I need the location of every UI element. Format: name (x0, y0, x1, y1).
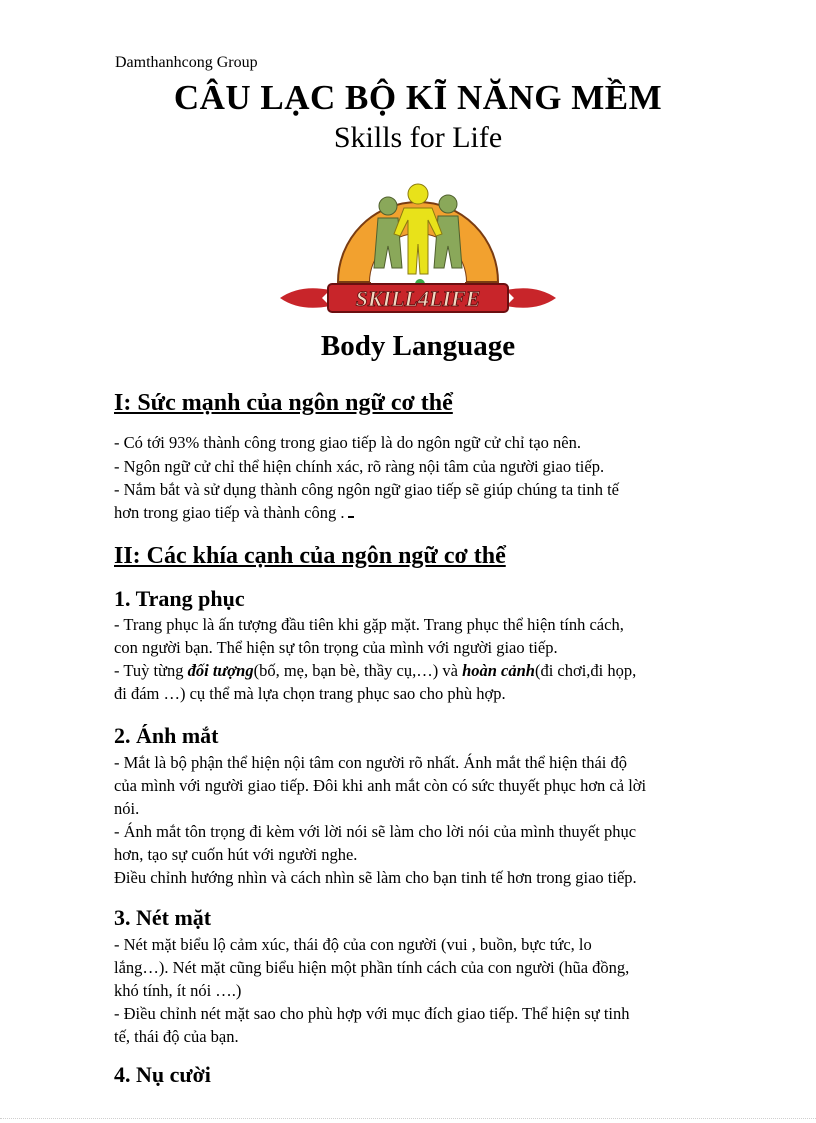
subsection-3-line-3: khó tính, ít nói ….) (114, 981, 242, 1000)
line-text: (bố, mẹ, bạn bè, thầy cụ,…) và (253, 661, 463, 680)
skill4life-logo (270, 170, 566, 316)
section-1-line-4-text: hơn trong giao tiếp và thành công . (114, 503, 345, 522)
subsection-2-heading: 2. Ánh mắt (114, 723, 219, 748)
line-text: - Tuỳ từng (114, 661, 188, 680)
subsection-2-line-2: của mình với người giao tiếp. Đôi khi anh mắt còn có sức thuyết phục hơn cả lời (114, 776, 647, 795)
page-bottom-divider (0, 1118, 816, 1119)
subsection-1-heading: 1. Trang phục (114, 586, 245, 611)
section-1-line-4 (114, 502, 714, 524)
subsection-1-line-2: con người bạn. Thể hiện sự tôn trọng của mình với người giao tiếp. (114, 638, 558, 657)
subsection-3-line-4: - Điều chỉnh nét mặt sao cho phù hợp với mục đích giao tiếp. Thể hiện sự tinh (114, 1004, 630, 1023)
text-cursor (348, 516, 354, 518)
subsection-2-line-5: hơn, tạo sự cuốn hút với người nghe. (114, 845, 358, 864)
section-2-heading: II: Các khía cạnh của ngôn ngữ cơ thể (114, 543, 506, 569)
subsection-1-line-3 (114, 660, 714, 682)
club-subtitle: Skills for Life (333, 121, 503, 154)
club-title: CÂU LẠC BỘ KĨ NĂNG MỀM (173, 78, 663, 117)
section-1-line-3: - Nắm bắt và sử dụng thành công ngôn ngữ giao tiếp sẽ giúp chúng ta tinh tế (114, 480, 619, 499)
section-1-heading: I: Sức mạnh của ngôn ngữ cơ thể (114, 390, 453, 416)
group-name: Damthanhcong Group (115, 54, 258, 71)
subsection-3-line-1: - Nét mặt biểu lộ cảm xúc, thái độ của con người (vui , buồn, bực tức, lo (114, 935, 592, 954)
subsection-3-heading: 3. Nét mặt (114, 905, 212, 930)
emphasis-doi-tuong: đối tượng (187, 661, 254, 680)
line-text: (đi chơi,đi họp, (534, 661, 637, 680)
subsection-2-line-3: nói. (114, 799, 140, 818)
subsection-1-line-1: - Trang phục là ấn tượng đầu tiên khi gặp mặt. Trang phục thể hiện tính cách, (114, 615, 624, 634)
emphasis-hoan-canh: hoàn cảnh (462, 661, 535, 680)
subsection-3-line-5: tế, thái độ của bạn. (114, 1027, 239, 1046)
document-title: Body Language (320, 330, 516, 362)
subsection-1-line-4: đi đám …) cụ thể mà lựa chọn trang phục sao cho phù hợp. (114, 684, 506, 703)
subsection-3-line-2: lắng…). Nét mặt cũng biểu hiện một phần tính cách của con người (hũa đồng, (114, 958, 630, 977)
subsection-4-heading: 4. Nụ cười (114, 1062, 211, 1087)
section-1-line-2: - Ngôn ngữ cử chỉ thể hiện chính xác, rõ ràng nội tâm của người giao tiếp. (114, 457, 605, 476)
subsection-2-line-4: - Ánh mắt tôn trọng đi kèm với lời nói sẽ làm cho lời nói của mình thuyết phục (114, 822, 637, 841)
logo-banner (280, 284, 556, 312)
subsection-2-line-6: Điều chỉnh hướng nhìn và cách nhìn sẽ làm cho bạn tinh tế hơn trong giao tiếp. (114, 868, 637, 887)
logo-text: SKILL4LIFE (355, 286, 481, 311)
section-1-line-1: - Có tới 93% thành công trong giao tiếp là do ngôn ngữ cử chỉ tạo nên. (114, 433, 581, 452)
subsection-2-line-1: - Mắt là bộ phận thể hiện nội tâm con người rõ nhất. Ánh mắt thể hiện thái độ (114, 753, 628, 772)
